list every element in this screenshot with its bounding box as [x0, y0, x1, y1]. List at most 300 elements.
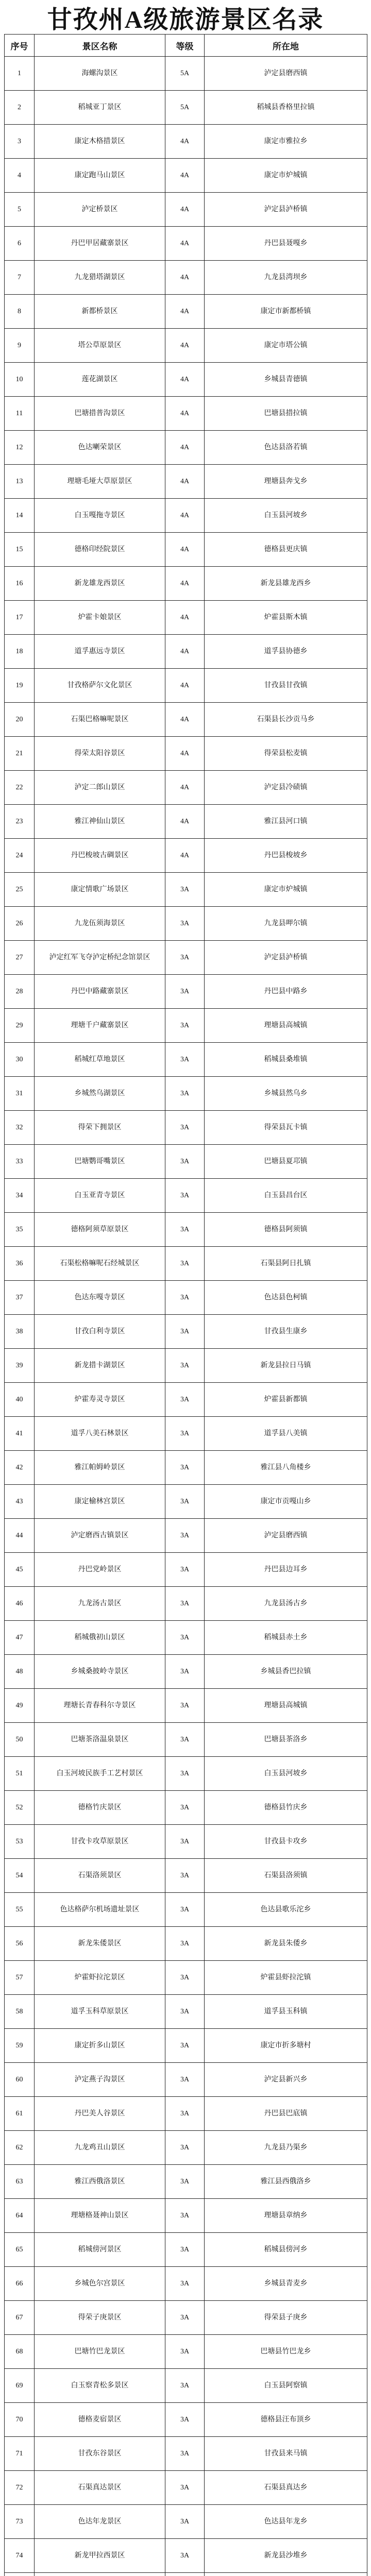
cell-index: 8 — [5, 295, 35, 329]
cell-index: 32 — [5, 1111, 35, 1145]
cell-index: 61 — [5, 2097, 35, 2131]
table-row — [5, 805, 367, 839]
cell-index: 3 — [5, 125, 35, 159]
cell-index: 50 — [5, 1723, 35, 1757]
cell-index: 11 — [5, 397, 35, 431]
cell-location: 德格县竹庆乡 — [205, 1791, 367, 1825]
table-row — [5, 1927, 367, 1961]
cell-name: 巴塘鹦哥嘴景区 — [35, 1145, 165, 1179]
cell-location: 色达县年龙乡 — [205, 2505, 367, 2539]
table-row — [5, 533, 367, 567]
cell-index: 4 — [5, 159, 35, 193]
cell-index: 10 — [5, 363, 35, 397]
cell-level: 4A — [165, 805, 205, 839]
cell-level: 3A — [165, 1043, 205, 1077]
cell-name: 德格印经院景区 — [35, 533, 165, 567]
cell-level: 3A — [165, 1111, 205, 1145]
cell-name: 新龙朱倭景区 — [35, 1927, 165, 1961]
cell-name — [35, 2573, 165, 2576]
cell-level: 4A — [165, 737, 205, 771]
cell-name: 雅江帕姆岭景区 — [35, 1451, 165, 1485]
cell-level: 3A — [165, 1179, 205, 1213]
cell-index: 5 — [5, 193, 35, 227]
table-row — [5, 2539, 367, 2573]
cell-name: 新龙措卡湖景区 — [35, 1349, 165, 1383]
table-row — [5, 1825, 367, 1859]
cell-level: 3A — [165, 2505, 205, 2539]
cell-level: 3A — [165, 2029, 205, 2063]
cell-name: 海螺沟景区 — [35, 57, 165, 91]
cell-name: 得荣太阳谷景区 — [35, 737, 165, 771]
table-row — [5, 2063, 367, 2097]
cell-level: 3A — [165, 2301, 205, 2335]
table-row — [5, 261, 367, 295]
table-row — [5, 2131, 367, 2165]
table-row — [5, 465, 367, 499]
cell-location: 甘孜县甘孜镇 — [205, 669, 367, 703]
cell-level: 5A — [165, 57, 205, 91]
cell-name: 雅江西俄洛景区 — [35, 2165, 165, 2199]
cell-level: 4A — [165, 839, 205, 873]
table-row — [5, 1009, 367, 1043]
cell-name: 乡城桑披岭寺景区 — [35, 1655, 165, 1689]
cell-name: 道孚八美石林景区 — [35, 1417, 165, 1451]
cell-index: 44 — [5, 1519, 35, 1553]
cell-index — [5, 2573, 35, 2576]
cell-index: 24 — [5, 839, 35, 873]
cell-level: 4A — [165, 567, 205, 601]
cell-level: 4A — [165, 261, 205, 295]
cell-index: 21 — [5, 737, 35, 771]
cell-level: 4A — [165, 465, 205, 499]
table-row — [5, 2165, 367, 2199]
table-row — [5, 941, 367, 975]
cell-index: 19 — [5, 669, 35, 703]
cell-level — [165, 2573, 205, 2576]
table-row — [5, 1757, 367, 1791]
cell-index: 42 — [5, 1451, 35, 1485]
cell-name: 理塘毛垭大草原景区 — [35, 465, 165, 499]
cell-location: 新龙县沙堆乡 — [205, 2539, 367, 2573]
cell-name: 康定情歌广场景区 — [35, 873, 165, 907]
table-row — [5, 1451, 367, 1485]
cell-name: 巴塘措普沟景区 — [35, 397, 165, 431]
cell-name: 新都桥景区 — [35, 295, 165, 329]
cell-location: 九龙县乃渠乡 — [205, 2131, 367, 2165]
cell-name: 九龙猎塔湖景区 — [35, 261, 165, 295]
cell-level: 5A — [165, 91, 205, 125]
table-row — [5, 2301, 367, 2335]
cell-name: 乡城色尔宫景区 — [35, 2267, 165, 2301]
cell-name: 白玉河坡民族手工艺村景区 — [35, 1757, 165, 1791]
cell-location: 雅江县八角楼乡 — [205, 1451, 367, 1485]
cell-name: 道孚玉科草原景区 — [35, 1995, 165, 2029]
table-row — [5, 57, 367, 91]
cell-location: 九龙县呷尔镇 — [205, 907, 367, 941]
table-row — [5, 839, 367, 873]
cell-name: 丹巴梭坡古碉景区 — [35, 839, 165, 873]
cell-level: 3A — [165, 2165, 205, 2199]
cell-level: 3A — [165, 1485, 205, 1519]
cell-level: 3A — [165, 1349, 205, 1383]
cell-name: 色达年龙景区 — [35, 2505, 165, 2539]
cell-level: 3A — [165, 2097, 205, 2131]
table-row — [5, 159, 367, 193]
cell-level: 3A — [165, 1213, 205, 1247]
table-row — [5, 125, 367, 159]
cell-name: 德格麦宿景区 — [35, 2403, 165, 2437]
cell-index: 54 — [5, 1859, 35, 1893]
cell-level: 3A — [165, 1825, 205, 1859]
cell-name: 丹巴党岭景区 — [35, 1553, 165, 1587]
cell-level: 4A — [165, 227, 205, 261]
cell-index: 6 — [5, 227, 35, 261]
cell-level: 3A — [165, 1927, 205, 1961]
cell-index: 18 — [5, 635, 35, 669]
table-row — [5, 907, 367, 941]
cell-index: 58 — [5, 1995, 35, 2029]
cell-location: 理塘县章纳乡 — [205, 2199, 367, 2233]
cell-location: 色达县色柯镇 — [205, 1281, 367, 1315]
cell-location: 理塘县高城镇 — [205, 1689, 367, 1723]
cell-name: 石渠真达景区 — [35, 2471, 165, 2505]
table-row — [5, 1417, 367, 1451]
cell-location: 泸定县泸桥镇 — [205, 941, 367, 975]
table-row — [5, 431, 367, 465]
cell-location: 九龙县汤古乡 — [205, 1587, 367, 1621]
cell-location: 九龙县湾坝乡 — [205, 261, 367, 295]
cell-index: 73 — [5, 2505, 35, 2539]
cell-index: 29 — [5, 1009, 35, 1043]
cell-level: 4A — [165, 431, 205, 465]
cell-location: 白玉县昌台区 — [205, 1179, 367, 1213]
cell-level: 3A — [165, 2267, 205, 2301]
cell-index: 72 — [5, 2471, 35, 2505]
cell-level: 3A — [165, 1587, 205, 1621]
cell-name: 巴塘竹巴龙景区 — [35, 2335, 165, 2369]
table-row — [5, 669, 367, 703]
cell-index: 56 — [5, 1927, 35, 1961]
cell-location: 道孚县八美镇 — [205, 1417, 367, 1451]
cell-level: 3A — [165, 1247, 205, 1281]
cell-level: 3A — [165, 1995, 205, 2029]
cell-level: 4A — [165, 601, 205, 635]
cell-location: 白玉县河坡乡 — [205, 1757, 367, 1791]
header-index: 序号 — [5, 35, 35, 57]
cell-name: 炉霍寿灵寺景区 — [35, 1383, 165, 1417]
cell-location: 泸定县冷碛镇 — [205, 771, 367, 805]
cell-index: 47 — [5, 1621, 35, 1655]
cell-index: 40 — [5, 1383, 35, 1417]
cell-location: 得荣县瓦卡镇 — [205, 1111, 367, 1145]
cell-index: 59 — [5, 2029, 35, 2063]
cell-location: 新龙县雄龙西乡 — [205, 567, 367, 601]
cell-index: 31 — [5, 1077, 35, 1111]
cell-location: 乡城县香巴拉镇 — [205, 1655, 367, 1689]
cell-location: 石渠县长沙贡马乡 — [205, 703, 367, 737]
cell-name: 稻城红草地景区 — [35, 1043, 165, 1077]
cell-level: 3A — [165, 1315, 205, 1349]
cell-name: 得荣下拥景区 — [35, 1111, 165, 1145]
cell-level: 3A — [165, 1519, 205, 1553]
scenic-area-table — [4, 34, 367, 2576]
cell-index: 23 — [5, 805, 35, 839]
cell-location: 新龙县拉日马镇 — [205, 1349, 367, 1383]
table-row — [5, 1553, 367, 1587]
cell-name: 色达格萨尔机场遗址景区 — [35, 1893, 165, 1927]
cell-index: 43 — [5, 1485, 35, 1519]
cell-level: 3A — [165, 2539, 205, 2573]
cell-index: 27 — [5, 941, 35, 975]
table-row — [5, 2471, 367, 2505]
cell-location: 丹巴县边耳乡 — [205, 1553, 367, 1587]
cell-level: 3A — [165, 1383, 205, 1417]
cell-name: 色达东嘎寺景区 — [35, 1281, 165, 1315]
cell-level: 3A — [165, 2131, 205, 2165]
cell-index: 51 — [5, 1757, 35, 1791]
table-row — [5, 2267, 367, 2301]
table-row — [5, 1791, 367, 1825]
cell-index: 2 — [5, 91, 35, 125]
table-row — [5, 1961, 367, 1995]
cell-index: 46 — [5, 1587, 35, 1621]
cell-location: 巴塘县措拉镇 — [205, 397, 367, 431]
cell-index: 1 — [5, 57, 35, 91]
cell-location: 石渠县阿日扎镇 — [205, 1247, 367, 1281]
table-body — [5, 57, 367, 2576]
table-row — [5, 1655, 367, 1689]
table-row — [5, 2369, 367, 2403]
cell-name: 德格阿须草原景区 — [35, 1213, 165, 1247]
cell-name: 泸定二郎山景区 — [35, 771, 165, 805]
cell-level: 4A — [165, 363, 205, 397]
table-row — [5, 737, 367, 771]
cell-location: 泸定县新兴乡 — [205, 2063, 367, 2097]
cell-index: 70 — [5, 2403, 35, 2437]
cell-index: 20 — [5, 703, 35, 737]
cell-name: 石渠洛须景区 — [35, 1859, 165, 1893]
cell-index: 34 — [5, 1179, 35, 1213]
cell-name: 稻城亚丁景区 — [35, 91, 165, 125]
cell-index: 64 — [5, 2199, 35, 2233]
cell-level: 3A — [165, 1893, 205, 1927]
table-row — [5, 2403, 367, 2437]
table-row — [5, 1723, 367, 1757]
cell-name: 甘孜白利寺景区 — [35, 1315, 165, 1349]
cell-level: 3A — [165, 2063, 205, 2097]
cell-location: 色达县歌乐沱乡 — [205, 1893, 367, 1927]
cell-index: 13 — [5, 465, 35, 499]
cell-location: 乡城县然乌乡 — [205, 1077, 367, 1111]
cell-name: 新龙甲拉西景区 — [35, 2539, 165, 2573]
cell-level: 3A — [165, 1077, 205, 1111]
cell-level: 3A — [165, 1009, 205, 1043]
cell-location: 白玉县阿察镇 — [205, 2369, 367, 2403]
cell-index: 15 — [5, 533, 35, 567]
cell-index: 74 — [5, 2539, 35, 2573]
cell-location: 甘孜县卡攻乡 — [205, 1825, 367, 1859]
cell-index: 26 — [5, 907, 35, 941]
table-row — [5, 567, 367, 601]
cell-index: 38 — [5, 1315, 35, 1349]
cell-index: 17 — [5, 601, 35, 635]
table-row — [5, 227, 367, 261]
table-row — [5, 1621, 367, 1655]
cell-name: 雅江神仙山景区 — [35, 805, 165, 839]
cell-level: 3A — [165, 1655, 205, 1689]
cell-level: 3A — [165, 1859, 205, 1893]
table-row — [5, 2573, 367, 2576]
table-row — [5, 2097, 367, 2131]
cell-index: 48 — [5, 1655, 35, 1689]
cell-name: 九龙鸡丑山景区 — [35, 2131, 165, 2165]
table-row — [5, 873, 367, 907]
cell-index: 65 — [5, 2233, 35, 2267]
cell-location: 炉霍县虾拉沱镇 — [205, 1961, 367, 1995]
cell-level: 3A — [165, 1451, 205, 1485]
cell-location: 德格县汪布顶乡 — [205, 2403, 367, 2437]
table-row — [5, 1315, 367, 1349]
cell-level: 3A — [165, 1417, 205, 1451]
cell-name: 理塘格聂神山景区 — [35, 2199, 165, 2233]
cell-location: 稻城县桑堆镇 — [205, 1043, 367, 1077]
table-row — [5, 1349, 367, 1383]
cell-level: 4A — [165, 669, 205, 703]
cell-location: 新龙县朱倭乡 — [205, 1927, 367, 1961]
cell-level: 3A — [165, 1621, 205, 1655]
table-row — [5, 2029, 367, 2063]
cell-name: 道孚惠远寺景区 — [35, 635, 165, 669]
cell-name: 色达喇荣景区 — [35, 431, 165, 465]
cell-location: 巴塘县夏邛镇 — [205, 1145, 367, 1179]
cell-level: 4A — [165, 125, 205, 159]
table-row — [5, 2505, 367, 2539]
cell-location: 康定市折多塘村 — [205, 2029, 367, 2063]
cell-index: 53 — [5, 1825, 35, 1859]
cell-name: 理塘千户藏寨景区 — [35, 1009, 165, 1043]
cell-level: 3A — [165, 1553, 205, 1587]
table-row — [5, 2437, 367, 2471]
cell-name: 甘孜东谷景区 — [35, 2437, 165, 2471]
cell-index: 52 — [5, 1791, 35, 1825]
cell-location: 理塘县奔戈乡 — [205, 465, 367, 499]
table-row — [5, 2233, 367, 2267]
cell-location: 色达县洛若镇 — [205, 431, 367, 465]
cell-index: 16 — [5, 567, 35, 601]
table-row — [5, 397, 367, 431]
cell-level: 3A — [165, 1757, 205, 1791]
table-row — [5, 1247, 367, 1281]
cell-index: 39 — [5, 1349, 35, 1383]
cell-index: 9 — [5, 329, 35, 363]
table-row — [5, 975, 367, 1009]
cell-location: 得荣县松麦镇 — [205, 737, 367, 771]
cell-location: 德格县更庆镇 — [205, 533, 367, 567]
cell-location: 乡城县青德镇 — [205, 363, 367, 397]
table-row — [5, 601, 367, 635]
table-row — [5, 635, 367, 669]
cell-name: 泸定桥景区 — [35, 193, 165, 227]
cell-name: 康定折多山景区 — [35, 2029, 165, 2063]
cell-location: 白玉县河坡乡 — [205, 499, 367, 533]
cell-name: 丹巴甲居藏寨景区 — [35, 227, 165, 261]
cell-location: 康定市新都桥镇 — [205, 295, 367, 329]
table-row — [5, 499, 367, 533]
table-row — [5, 1995, 367, 2029]
header-location: 所在地 — [205, 35, 367, 57]
cell-level: 3A — [165, 1145, 205, 1179]
cell-location: 丹巴县中路乡 — [205, 975, 367, 1009]
cell-name: 乡城然乌湖景区 — [35, 1077, 165, 1111]
cell-name: 白玉察青松多景区 — [35, 2369, 165, 2403]
cell-index: 45 — [5, 1553, 35, 1587]
cell-location: 康定市塔公镇 — [205, 329, 367, 363]
cell-location: 丹巴县聂嘎乡 — [205, 227, 367, 261]
table-row — [5, 1893, 367, 1927]
table-row — [5, 1519, 367, 1553]
cell-index: 66 — [5, 2267, 35, 2301]
table-row — [5, 1281, 367, 1315]
cell-location: 德格县阿须镇 — [205, 1213, 367, 1247]
cell-name: 甘孜格萨尔文化景区 — [35, 669, 165, 703]
cell-index: 37 — [5, 1281, 35, 1315]
table-row — [5, 295, 367, 329]
cell-name: 康定木格措景区 — [35, 125, 165, 159]
cell-location: 康定市雅拉乡 — [205, 125, 367, 159]
table-row — [5, 1485, 367, 1519]
cell-name: 甘孜卡攻草原景区 — [35, 1825, 165, 1859]
cell-level: 4A — [165, 329, 205, 363]
cell-level: 3A — [165, 2233, 205, 2267]
cell-level: 3A — [165, 1791, 205, 1825]
cell-level: 4A — [165, 635, 205, 669]
table-row — [5, 703, 367, 737]
cell-level: 3A — [165, 975, 205, 1009]
cell-index: 35 — [5, 1213, 35, 1247]
cell-index: 36 — [5, 1247, 35, 1281]
cell-index: 68 — [5, 2335, 35, 2369]
cell-name: 得荣子庚景区 — [35, 2301, 165, 2335]
cell-level: 4A — [165, 499, 205, 533]
table-row — [5, 1179, 367, 1213]
cell-location: 雅江县河口镇 — [205, 805, 367, 839]
cell-name: 泸定燕子沟景区 — [35, 2063, 165, 2097]
cell-location: 稻城县傍河乡 — [205, 2233, 367, 2267]
cell-name: 巴塘茶洛温泉景区 — [35, 1723, 165, 1757]
cell-location: 雅江县西俄洛乡 — [205, 2165, 367, 2199]
cell-index: 69 — [5, 2369, 35, 2403]
cell-level: 3A — [165, 2369, 205, 2403]
cell-name: 德格竹庆景区 — [35, 1791, 165, 1825]
cell-location: 康定市炉城镇 — [205, 159, 367, 193]
cell-name: 丹巴中路藏寨景区 — [35, 975, 165, 1009]
cell-location: 丹巴县梭坡乡 — [205, 839, 367, 873]
table-row — [5, 1587, 367, 1621]
cell-name: 莲花湖景区 — [35, 363, 165, 397]
cell-level: 3A — [165, 1723, 205, 1757]
cell-index: 30 — [5, 1043, 35, 1077]
cell-level: 4A — [165, 703, 205, 737]
cell-index: 71 — [5, 2437, 35, 2471]
cell-level: 3A — [165, 2403, 205, 2437]
cell-level: 4A — [165, 533, 205, 567]
cell-level: 3A — [165, 873, 205, 907]
cell-index: 67 — [5, 2301, 35, 2335]
cell-location: 泸定县泸桥镇 — [205, 193, 367, 227]
cell-name: 炉霍卡娘景区 — [35, 601, 165, 635]
cell-location: 道孚县协德乡 — [205, 635, 367, 669]
cell-level: 4A — [165, 295, 205, 329]
